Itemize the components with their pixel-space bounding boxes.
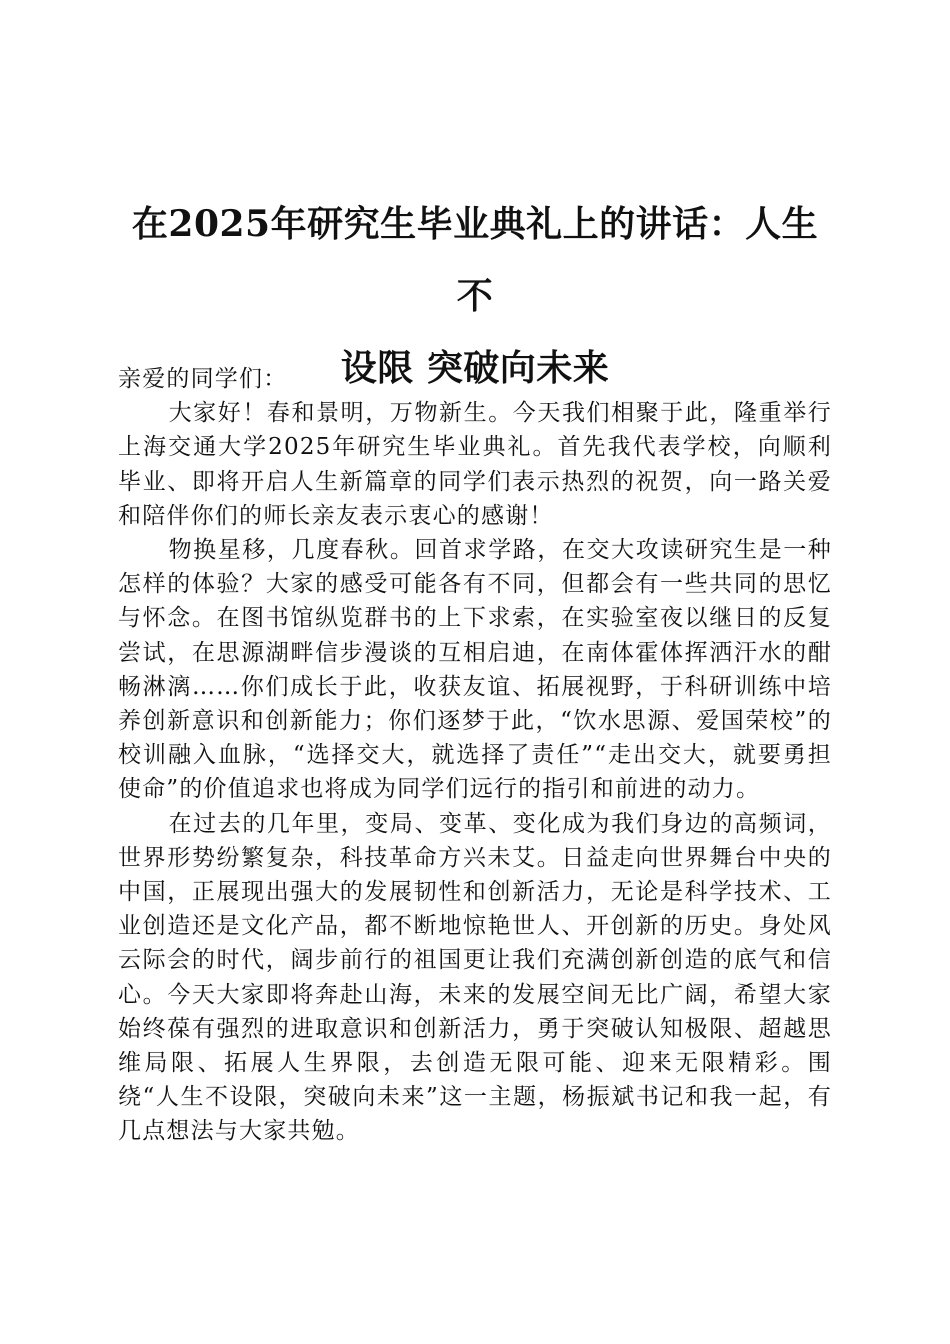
paragraph-1: 大家好！春和景明，万物新生。今天我们相聚于此，隆重举行上海交通大学2025年研究生毕业典礼。首先我代表学校，向顺利毕业、即将开启人生新篇章的同学们表示热烈的祝贺，向一路关爱和陪伴你们的师长亲友表示衷心的感谢！	[118, 400, 832, 529]
document-body	[118, 362, 832, 1149]
salutation: 亲爱的同学们：	[118, 366, 288, 392]
paragraph-2: 物换星移，几度春秋。回首求学路，在交大攻读研究生是一种怎样的体验？大家的感受可能各有不同，但都会有一些共同的思忆与怀念。在图书馆纵览群书的上下求索，在实验室夜以继日的反复尝试，在思源湖畔信步漫谈的互相启迪，在南体霍体挥洒汗水的酣畅淋漓……你们成长于此，收获友谊、拓展视野，于科研训练中培养创新意识和创新能力；你们逐梦于此，“饮水思源、爱国荣校”的校训融入血脉，“选择交大，就选择了责任”“走出交大，就要勇担使命”的价值追求也将成为同学们远行的指引和前进的动力。	[118, 537, 832, 803]
title-line-1: 在2025年研究生毕业典礼上的讲话：人生不	[131, 203, 819, 317]
title-line-2: 设限 突破向未来	[340, 347, 610, 389]
paragraph-3: 在过去的几年里，变局、变革、变化成为我们身边的高频词，世界形势纷繁复杂，科技革命方兴未艾。日益走向世界舞台中央的中国，正展现出强大的发展韧性和创新活力，无论是科学技术、工业创造还是文化产品，都不断地惊艳世人、开创新的历史。身处风云际会的时代，阔步前行的祖国更让我们充满创新创造的底气和信心。今天大家即将奔赴山海，未来的发展空间无比广阔，希望大家始终葆有强烈的进取意识和创新活力，勇于突破认知极限、超越思维局限、拓展人生界限，去创造无限可能、迎来无限精彩。围绕“人生不设限，突破向未来”这一主题，杨振斌书记和我一起，有几点想法与大家共勉。	[118, 810, 832, 1145]
